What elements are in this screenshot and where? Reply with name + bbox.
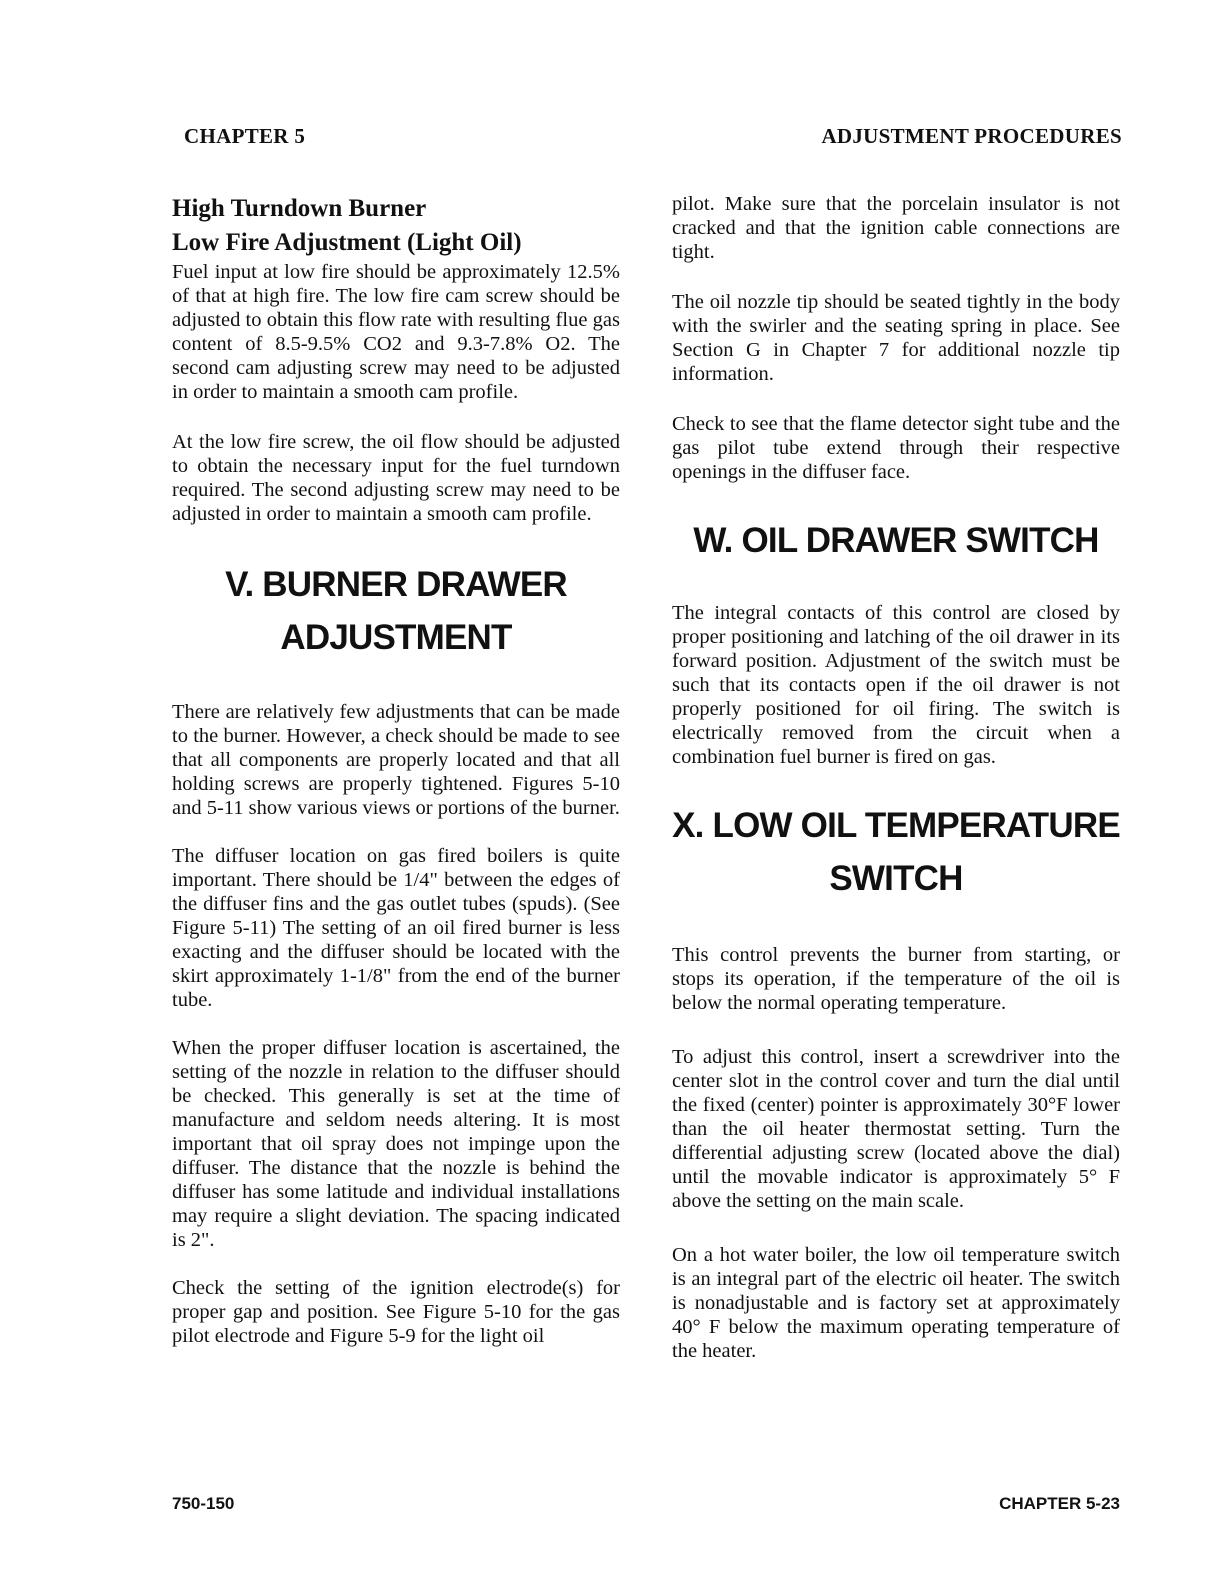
section-title-oil-drawer-switch: W. OIL DRAWER SWITCH (693, 521, 1099, 560)
running-head-section: ADJUSTMENT PROCEDURES (821, 124, 1122, 148)
paragraph-low-fire-screw: At the low fire screw, the oil flow should be adjusted to obtain the necessary input for the fuel turndown required. The second adjusting screw may need to be adjusted in order to maintain a smooth cam profile. (172, 431, 620, 525)
paragraph-diffuser-location: The diffuser location on gas fired boilers is quite important. There should be 1/4" between the edges of the diffuser fins and the gas outlet tubes (spuds). (See Figure 5-11) The setting of an oil fired burner is less exacting and the diffuser should be located with the skirt approximately 1-1/8" from the end of the burner tube. (172, 845, 620, 1011)
paragraph-fuel-input: Fuel input at low fire should be approximately 12.5% of that at high fire. The low fire cam screw should be adjusted to obtain this flow rate with resulting flue gas content of 8.5-9.5% CO2 and 9.3-7.8% O2. The second cam adjusting screw may need to be adjusted in order to maintain a smooth cam profile. (172, 261, 620, 403)
paragraph-flame-detector: Check to see that the flame detector sight tube and the gas pilot tube extend through their respective openings in the diffuser face. (672, 413, 1120, 483)
paragraph-to-adjust-control: To adjust this control, insert a screwdriver into the center slot in the control cover and turn the dial until the fixed (center) pointer is approximately 30°F lower than the oil heater thermostat setting. Turn the differential adjusting screw (located above the dial) until the movable indicator is approximately 5° F above the setting on the main scale. (672, 1046, 1120, 1212)
section-v-title-line2: ADJUSTMENT (280, 618, 512, 657)
footer-page-number: CHAPTER 5-23 (999, 1494, 1120, 1513)
paragraph-hot-water-boiler: On a hot water boiler, the low oil temperature switch is an integral part of the electric oil heater. The switch is nonadjustable and is factory set at approximately 40° F below the maximum operating temperature of the heater. (672, 1244, 1120, 1362)
right-column (672, 192, 1120, 1387)
paragraph-check-ignition-electrode: Check the setting of the ignition electrode(s) for proper gap and position. See Figure 5-10 for the gas pilot electrode and Figure 5-9 for the light oil (172, 1277, 620, 1347)
paragraph-oil-nozzle-tip: The oil nozzle tip should be seated tightly in the body with the swirler and the seating spring in place. See Section G in Chapter 7 for additional nozzle tip information. (672, 291, 1120, 385)
left-column (172, 192, 620, 1372)
paragraph-pilot-continued: pilot. Make sure that the porcelain insulator is not cracked and that the ignition cable connections are tight. (672, 193, 1120, 263)
section-title-low-oil-temperature-switch (672, 799, 1120, 905)
subhead-low-fire-adjustment: Low Fire Adjustment (Light Oil) (172, 229, 522, 256)
section-title-burner-drawer-adjustment (172, 558, 620, 664)
paragraph-proper-diffuser-location: When the proper diffuser location is ascertained, the setting of the nozzle in relation to the diffuser should be checked. This generally is set at the time of manufacture and seldom needs altering. It is most important that oil spray does not impinge upon the diffuser. The distance that the nozzle is behind the diffuser has some latitude and individual installations may require a slight deviation. The spacing indicated is 2". (172, 1037, 620, 1251)
paragraph-relatively-few-adjustments: There are relatively few adjustments that can be made to the burner. However, a check should be made to see that all components are properly located and that all holding screws are properly tightened. Figures 5-10 and 5-11 show various views or portions of the burner. (172, 701, 620, 819)
running-head-chapter: CHAPTER 5 (184, 124, 306, 148)
section-v-title-line1: V. BURNER DRAWER (225, 565, 567, 604)
section-x-title-line2: SWITCH (829, 859, 963, 898)
subhead-high-turndown-burner: High Turndown Burner (172, 195, 427, 222)
paragraph-control-prevents: This control prevents the burner from starting, or stops its operation, if the temperature of the oil is below the normal operating temperature. (672, 944, 1120, 1014)
paragraph-integral-contacts: The integral contacts of this control are closed by proper positioning and latching of the oil drawer in its forward position. Adjustment of the switch must be such that its contacts open if the oil drawer is not properly positioned for oil firing. The switch is electrically removed from the circuit when a combination fuel burner is fired on gas. (672, 602, 1120, 768)
footer-document-number: 750-150 (172, 1494, 235, 1513)
section-x-title-line1: X. LOW OIL TEMPERATURE (672, 806, 1120, 845)
